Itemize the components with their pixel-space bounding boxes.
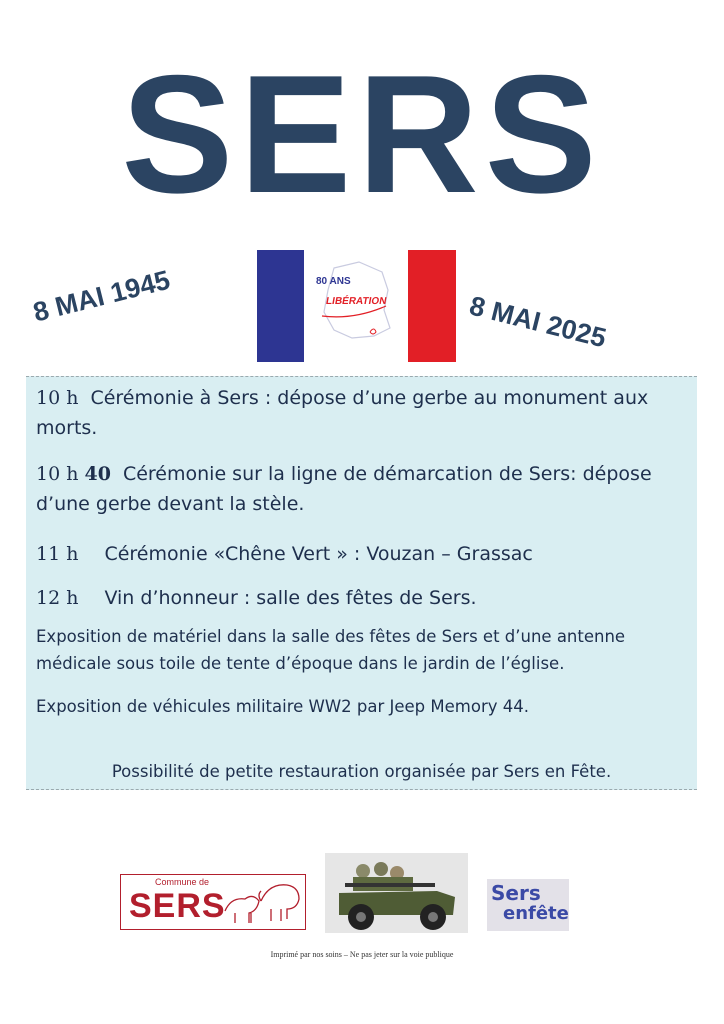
flag-white-stripe xyxy=(304,250,408,362)
flag-blue-stripe xyxy=(257,250,304,362)
restauration-note: Possibilité de petite restauration organisée par Sers en Fête. xyxy=(111,762,612,781)
commune-label: Commune de xyxy=(155,877,210,887)
date-2025: 8 MAI 2025 xyxy=(466,290,610,354)
footer-note: Imprimé par nos soins – Ne pas jeter sur la voie publique xyxy=(270,950,454,959)
flag-red-stripe xyxy=(408,250,456,362)
program-text: Cérémonie à Sers : dépose d’une gerbe au monument aux morts. xyxy=(36,387,649,439)
sers-en-fete-line2: enfête xyxy=(503,903,569,924)
program-item xyxy=(36,383,686,443)
jeep-icon xyxy=(325,853,468,933)
exposition-vehicules: Exposition de véhicules militaire WW2 par Jeep Memory 44. xyxy=(36,697,529,716)
program-text: Vin d’honneur : salle des fêtes de Sers. xyxy=(104,587,477,609)
program-time: 10 h xyxy=(36,463,79,485)
logo-80-ans: 80 ANS xyxy=(316,276,351,287)
program-time: 12 h xyxy=(36,587,79,609)
french-flag xyxy=(257,250,456,362)
program-time-minutes: 40 xyxy=(84,463,111,485)
program-text: Cérémonie «Chêne Vert » : Vouzan – Grassac xyxy=(104,543,533,565)
program-item xyxy=(36,459,686,519)
program-panel xyxy=(26,376,697,790)
program-item xyxy=(36,539,686,569)
jeep-memory-logo xyxy=(325,853,468,933)
sers-en-fete-line1: Sers xyxy=(491,881,541,905)
program-time: 11 h xyxy=(36,543,79,565)
animals-icon xyxy=(221,877,301,927)
commune-sers-logo xyxy=(120,874,306,930)
date-1945: 8 MAI 1945 xyxy=(30,264,173,328)
commune-name: SERS xyxy=(129,887,226,925)
program-item xyxy=(36,583,686,613)
exposition-materiel: Exposition de matériel dans la salle des fêtes de Sers et d’une antenne médicale sous toile de tente d’époque dans le jardin de l’église. xyxy=(36,627,626,673)
program-time: 10 h xyxy=(36,387,79,409)
sers-en-fete-logo xyxy=(487,879,569,931)
program-text: Cérémonie sur la ligne de démarcation de Sers: dépose d’une gerbe devant la stèle. xyxy=(36,463,652,515)
logo-liberation: LIBÉRATION xyxy=(325,296,388,307)
page-title: SERS xyxy=(121,40,603,228)
